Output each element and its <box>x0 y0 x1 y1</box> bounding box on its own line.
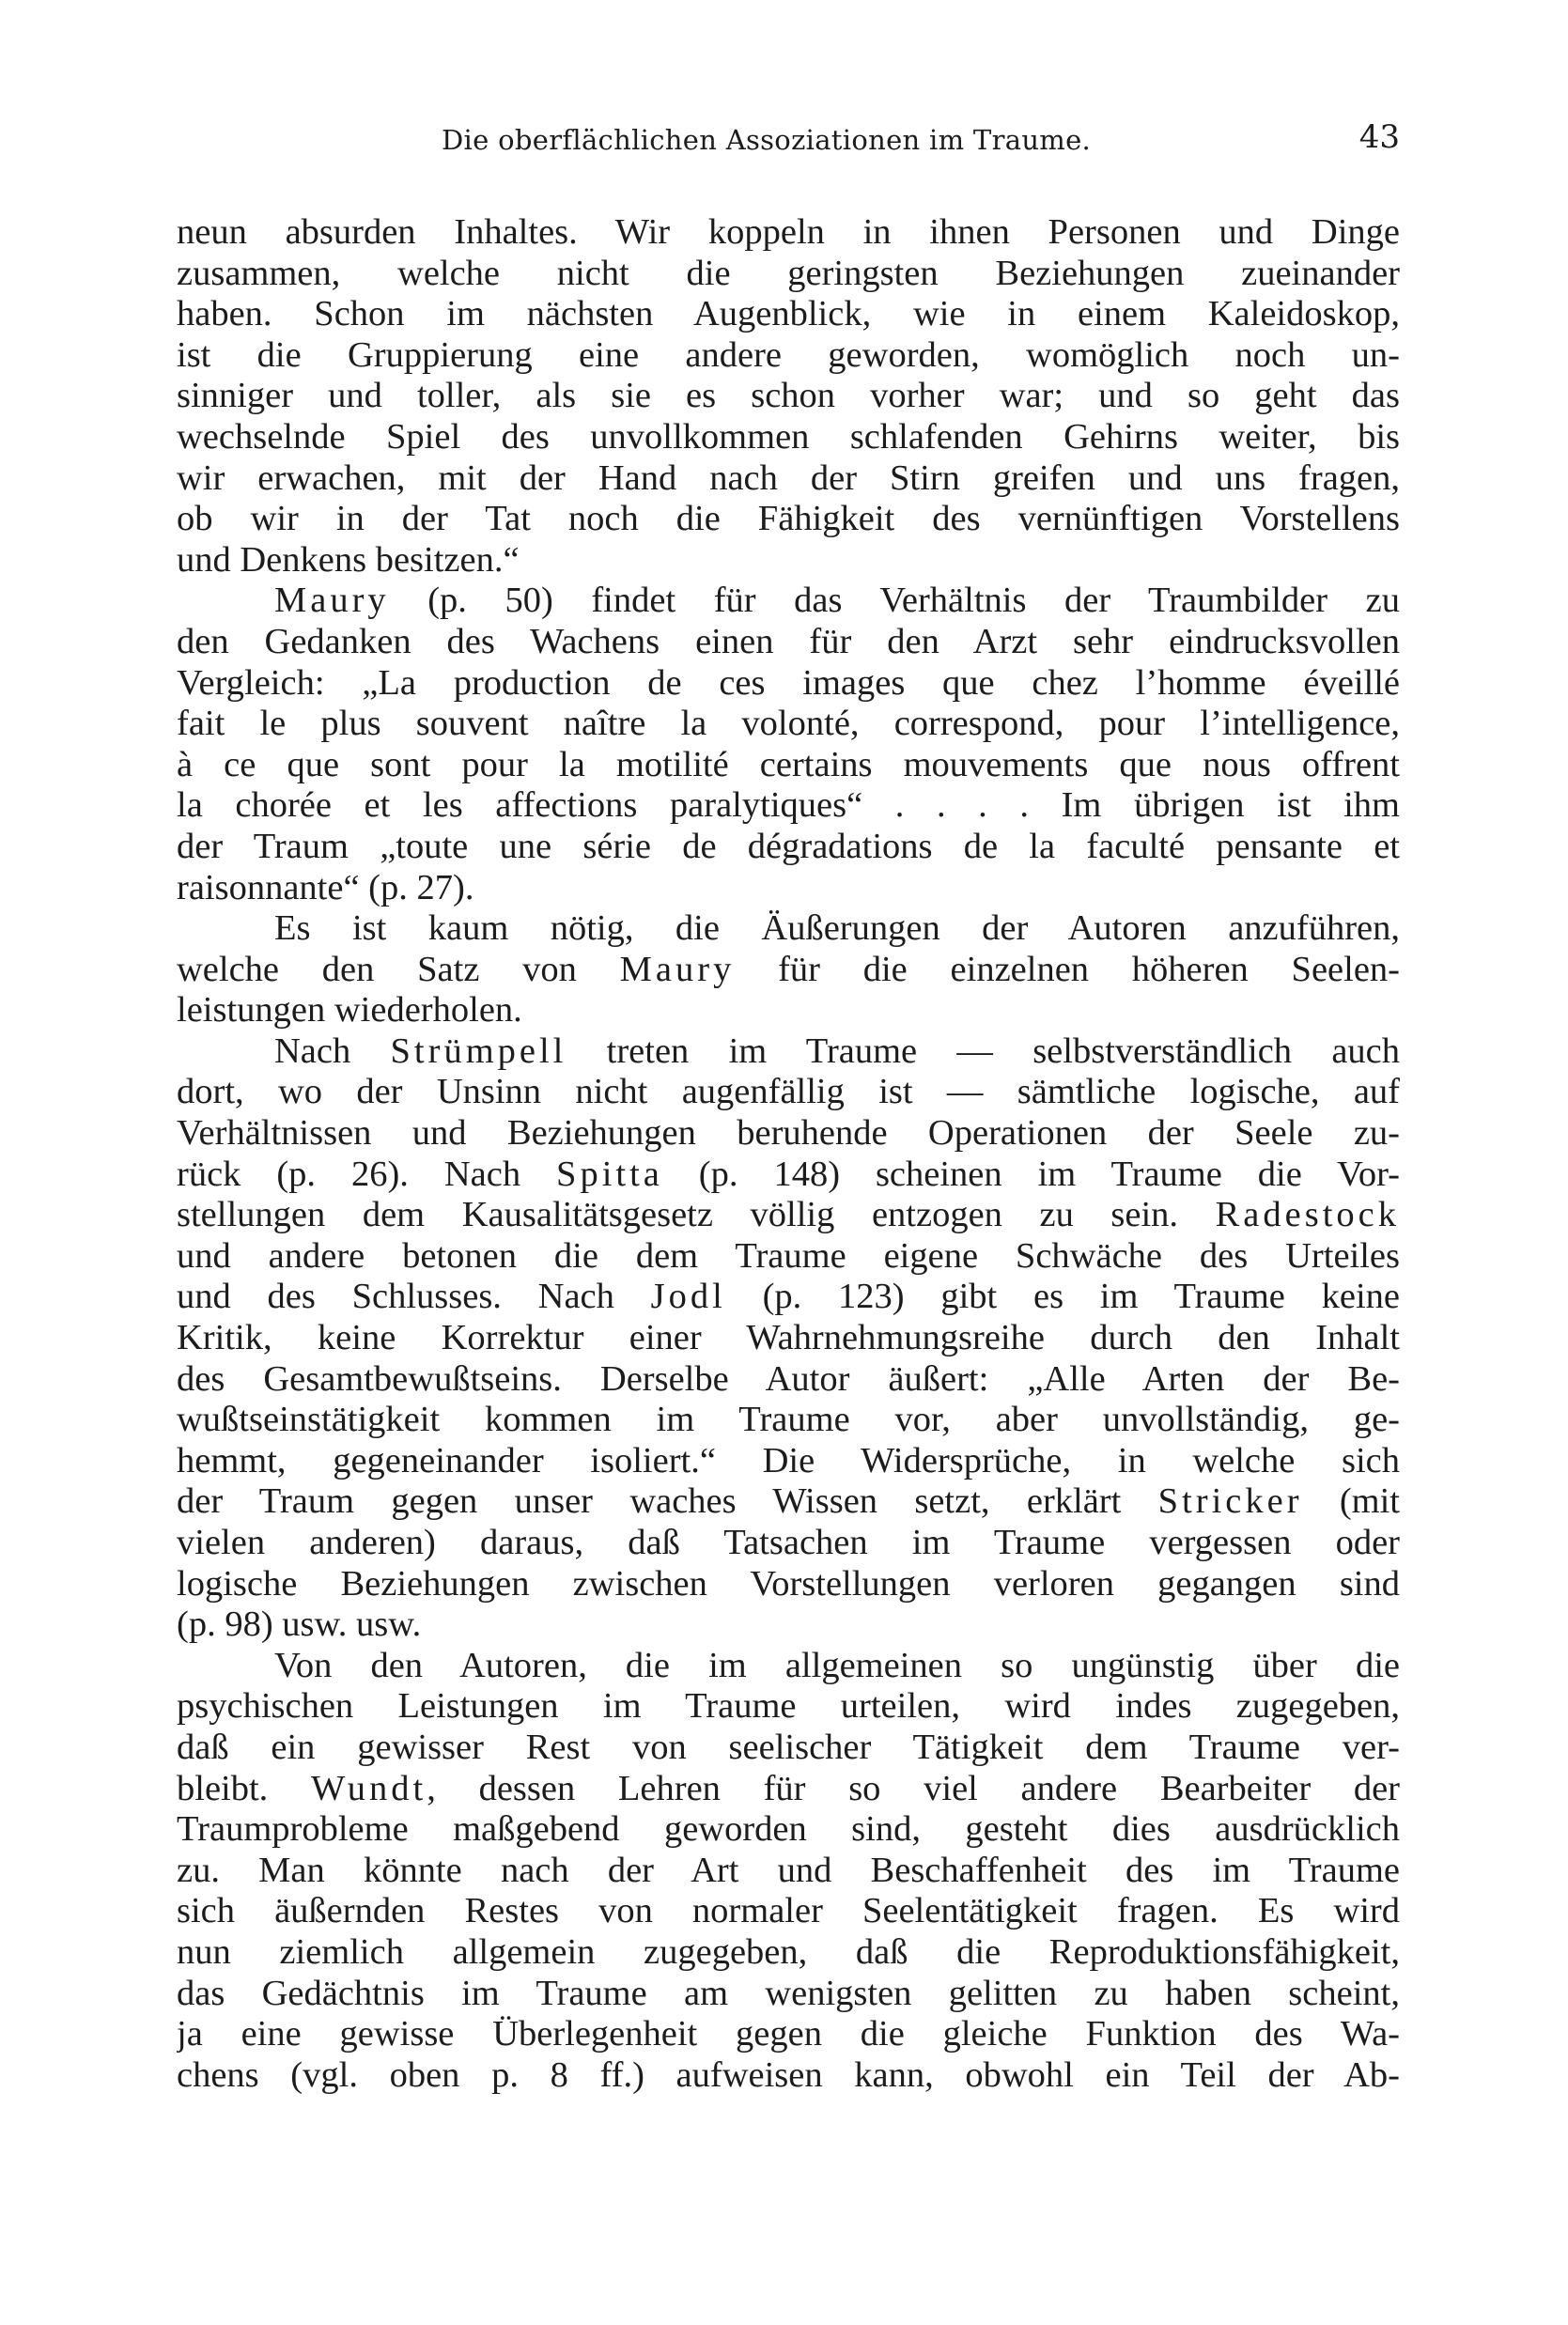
text-line <box>177 1195 1400 1236</box>
text-segment: stellungen dem Kausalitätsgesetz völlig entzogen zu sein. <box>177 1195 1216 1235</box>
text-segment: bleibt. <box>177 1768 311 1808</box>
text-line <box>177 1564 1400 1605</box>
text-line <box>177 1481 1400 1523</box>
text-segment: daß ein gewisser Rest von seelischer Tätigkeit dem Traume ver- <box>177 1727 1400 1767</box>
author-name: Stricker <box>1157 1481 1303 1522</box>
text-line <box>177 1974 1400 2015</box>
text-segment: Kritik, keine Korrektur einer Wahrnehmungsreihe durch den Inhalt <box>177 1318 1400 1358</box>
text-line <box>177 540 1400 581</box>
text-segment: (p. 50) findet für das Verhältnis der Traumbilder zu <box>389 581 1400 621</box>
page-number: 43 <box>1358 118 1400 156</box>
text-segment: rück (p. 26). Nach <box>177 1154 557 1194</box>
text-line <box>177 1769 1400 1810</box>
text-line <box>177 2014 1400 2055</box>
text-line <box>177 581 1400 622</box>
text-segment: für die einzelnen höheren Seelen- <box>735 949 1400 989</box>
text-segment: den Gedanken des Wachens einen für den Arzt sehr eindrucksvollen <box>177 621 1400 661</box>
text-segment: la chorée et les affections paralytiques“ . . . . Im übrigen ist ihm <box>177 785 1400 826</box>
text-line <box>177 1686 1400 1728</box>
author-name: Spitta <box>556 1154 663 1194</box>
text-line <box>177 458 1400 500</box>
text-segment: der Traum „toute une série de dégradations de la faculté pensante et <box>177 826 1400 866</box>
author-name: Jodl <box>650 1277 726 1317</box>
text-line <box>177 663 1400 705</box>
text-line <box>177 499 1400 540</box>
text-line <box>177 254 1400 295</box>
author-name: Wundt <box>311 1768 427 1808</box>
text-segment: à ce que sont pour la motilité certains mouvements que nous offrent <box>177 744 1400 784</box>
text-segment: sinniger und toller, als sie es schon vorher war; und so geht das <box>177 376 1400 416</box>
text-line <box>177 1277 1400 1318</box>
text-line <box>177 745 1400 786</box>
text-segment: chens (vgl. oben p. 8 ff.) aufweisen kann, obwohl ein Teil der Ab- <box>177 2054 1400 2095</box>
text-segment: Nach <box>274 1031 391 1071</box>
text-segment: des Gesamtbewußtseins. Derselbe Autor äußert: „Alle Arten der Be- <box>177 1358 1400 1399</box>
author-name: Maury <box>274 581 390 621</box>
text-segment: nun ziemlich allgemein zugegeben, daß die Reproduktionsfähigkeit, <box>177 1931 1400 1972</box>
text-segment: und des Schlusses. Nach <box>177 1277 651 1317</box>
author-name: Strümpell <box>390 1031 567 1071</box>
text-line <box>177 785 1400 827</box>
text-line <box>177 1400 1400 1441</box>
text-segment: , dessen Lehren für so viel andere Bearbeiter der <box>427 1768 1400 1808</box>
text-line <box>177 294 1400 335</box>
text-line <box>177 1851 1400 1892</box>
text-segment: und Denkens besitzen.“ <box>177 539 520 580</box>
text-segment: wußtseinstätigkeit kommen im Traume vor, aber unvollständig, ge- <box>177 1400 1400 1440</box>
text-segment: treten im Traume — selbstverständlich auch <box>567 1031 1400 1071</box>
text-line <box>177 950 1400 991</box>
text-segment: wechselnde Spiel des unvollkommen schlafenden Gehirns weiter, bis <box>177 416 1400 457</box>
text-segment: Traumprobleme maßgebend geworden sind, gesteht dies ausdrücklich <box>177 1809 1400 1850</box>
text-line <box>177 417 1400 458</box>
text-segment: (p. 148) scheinen im Traume die Vor- <box>662 1154 1400 1194</box>
text-segment: ist die Gruppierung eine andere geworden, womöglich noch un- <box>177 334 1400 375</box>
text-line <box>177 1113 1400 1155</box>
body-text <box>177 212 1400 2096</box>
text-segment: (mit <box>1302 1481 1400 1522</box>
text-segment: neun absurden Inhaltes. Wir koppeln in ihnen Personen und Dinge <box>177 212 1400 252</box>
text-line <box>177 704 1400 745</box>
text-segment: (p. 123) gibt es im Traume keine <box>725 1277 1400 1317</box>
page-header <box>177 118 1400 165</box>
text-line <box>177 622 1400 663</box>
text-segment: welche den Satz von <box>177 949 620 989</box>
text-segment: hemmt, gegeneinander isoliert.“ Die Widersprüche, in welche sich <box>177 1440 1400 1480</box>
text-line <box>177 1809 1400 1851</box>
text-line <box>177 1031 1400 1073</box>
text-segment: ja eine gewisse Überlegenheit gegen die gleiche Funktion des Wa- <box>177 2014 1400 2054</box>
text-segment: logische Beziehungen zwischen Vorstellungen verloren gegangen sind <box>177 1563 1400 1604</box>
text-segment: Vergleich: „La production de ces images que chez l’homme éveillé <box>177 662 1400 703</box>
text-segment: dort, wo der Unsinn nicht augenfällig ist — sämtliche logische, auf <box>177 1072 1400 1112</box>
text-line <box>177 1523 1400 1564</box>
text-segment: sich äußernden Restes von normaler Seelentätigkeit fragen. Es wird <box>177 1891 1400 1931</box>
text-line <box>177 1646 1400 1687</box>
author-name: Radestock <box>1215 1195 1400 1235</box>
text-segment: (p. 98) usw. usw. <box>177 1604 422 1645</box>
text-segment: zu. Man könnte nach der Art und Beschaffenheit des im Traume <box>177 1850 1400 1890</box>
text-line <box>177 1155 1400 1196</box>
text-line <box>177 827 1400 868</box>
running-title: Die oberflächlichen Assoziationen im Traume. <box>442 124 1092 156</box>
text-line <box>177 908 1400 950</box>
text-segment: vielen anderen) daraus, daß Tatsachen im Traume vergessen oder <box>177 1523 1400 1562</box>
text-segment: Es ist kaum nötig, die Äußerungen der Autoren anzuführen, <box>274 908 1400 949</box>
text-line <box>177 1359 1400 1401</box>
text-line <box>177 1604 1400 1646</box>
text-line <box>177 990 1400 1031</box>
text-line <box>177 335 1400 377</box>
text-line <box>177 1891 1400 1932</box>
author-name: Maury <box>619 949 736 989</box>
text-line <box>177 1441 1400 1482</box>
text-segment: das Gedächtnis im Traume am wenigsten gelitten zu haben scheint, <box>177 1973 1400 2013</box>
text-line <box>177 2055 1400 2097</box>
text-segment: fait le plus souvent naître la volonté, correspond, pour l’intelligence, <box>177 704 1400 744</box>
text-line <box>177 212 1400 254</box>
text-segment: wir erwachen, mit der Hand nach der Stirn greifen und uns fragen, <box>177 457 1400 498</box>
text-line <box>177 1728 1400 1769</box>
text-line <box>177 868 1400 909</box>
text-line <box>177 1932 1400 1974</box>
text-line <box>177 376 1400 417</box>
text-line <box>177 1236 1400 1278</box>
text-segment: psychischen Leistungen im Traume urteilen, wird indes zugegeben, <box>177 1686 1400 1727</box>
text-segment: haben. Schon im nächsten Augenblick, wie in einem Kaleidoskop, <box>177 294 1400 334</box>
text-segment: zusammen, welche nicht die geringsten Beziehungen zueinander <box>177 253 1400 293</box>
text-segment: und andere betonen die dem Traume eigene Schwäche des Urteiles <box>177 1235 1400 1276</box>
text-segment: der Traum gegen unser waches Wissen setzt, erklärt <box>177 1481 1158 1522</box>
text-segment: ob wir in der Tat noch die Fähigkeit des vernünftigen Vorstellens <box>177 499 1400 539</box>
text-segment: Verhältnissen und Beziehungen beruhende Operationen der Seele zu- <box>177 1113 1400 1154</box>
text-line <box>177 1318 1400 1359</box>
text-segment: leistungen wiederholen. <box>177 990 522 1031</box>
text-segment: Von den Autoren, die im allgemeinen so ungünstig über die <box>274 1645 1400 1685</box>
text-segment: raisonnante“ (p. 27). <box>177 867 474 907</box>
text-line <box>177 1072 1400 1113</box>
